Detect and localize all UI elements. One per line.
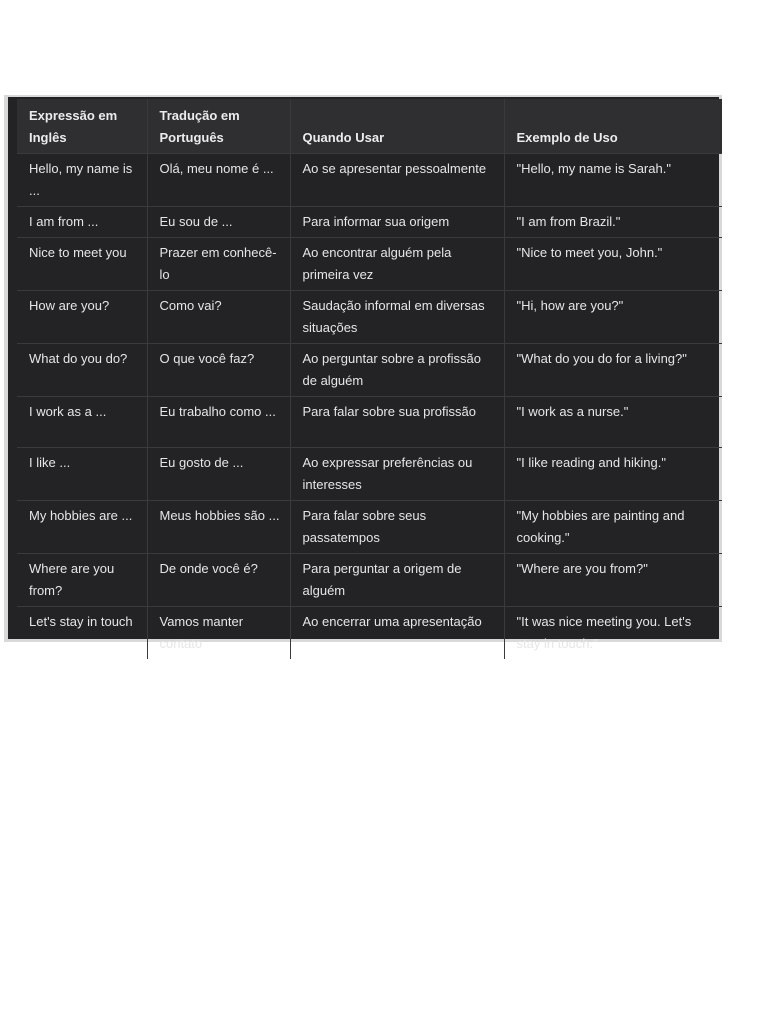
cell-english: How are you?: [17, 291, 147, 344]
cell-example: "It was nice meeting you. Let's stay in touch.": [504, 607, 722, 660]
table-row: [17, 291, 722, 344]
table-row: [17, 607, 722, 660]
cell-when: Para falar sobre seus passatempos: [290, 501, 504, 554]
cell-example: "Hi, how are you?": [504, 291, 722, 344]
cell-english: Let's stay in touch: [17, 607, 147, 660]
cell-portuguese: Eu trabalho como ...: [147, 397, 290, 448]
cell-example: "I am from Brazil.": [504, 207, 722, 238]
cell-example: "I work as a nurse.": [504, 397, 722, 448]
cell-example: "Nice to meet you, John.": [504, 238, 722, 291]
cell-portuguese: De onde você é?: [147, 554, 290, 607]
cell-english: Where are you from?: [17, 554, 147, 607]
cell-when: Ao perguntar sobre a profissão de alguém: [290, 344, 504, 397]
cell-portuguese: Eu sou de ...: [147, 207, 290, 238]
table-row: [17, 344, 722, 397]
cell-portuguese: Vamos manter contato: [147, 607, 290, 660]
cell-example: "Hello, my name is Sarah.": [504, 154, 722, 207]
table-row: [17, 501, 722, 554]
table-frame: [4, 95, 722, 651]
table-container: [8, 97, 719, 651]
header-when-to-use: Quando Usar: [290, 99, 504, 154]
table-row: [17, 554, 722, 607]
cell-example: "What do you do for a living?": [504, 344, 722, 397]
cell-portuguese: Prazer em conhecê-lo: [147, 238, 290, 291]
cell-when: Para informar sua origem: [290, 207, 504, 238]
cell-when: Para perguntar a origem de alguém: [290, 554, 504, 607]
cell-english: Nice to meet you: [17, 238, 147, 291]
cell-when: Ao se apresentar pessoalmente: [290, 154, 504, 207]
cell-english: I am from ...: [17, 207, 147, 238]
header-portuguese-translation: Tradução em Português: [147, 99, 290, 154]
table-row: [17, 207, 722, 238]
cell-example: "My hobbies are painting and cooking.": [504, 501, 722, 554]
cell-when: Ao encontrar alguém pela primeira vez: [290, 238, 504, 291]
cell-english: My hobbies are ...: [17, 501, 147, 554]
table-row: [17, 238, 722, 291]
header-usage-example: Exemplo de Uso: [504, 99, 722, 154]
cell-english: I work as a ...: [17, 397, 147, 448]
header-english-expression: Expressão em Inglês: [17, 99, 147, 154]
cell-portuguese: Olá, meu nome é ...: [147, 154, 290, 207]
cell-portuguese: Eu gosto de ...: [147, 448, 290, 501]
cell-when: Saudação informal em diversas situações: [290, 291, 504, 344]
table-row: [17, 154, 722, 207]
cell-english: I like ...: [17, 448, 147, 501]
cell-portuguese: O que você faz?: [147, 344, 290, 397]
cell-portuguese: Meus hobbies são ...: [147, 501, 290, 554]
table-header-row: [17, 99, 722, 154]
phrases-table: [17, 99, 722, 659]
cell-example: "I like reading and hiking.": [504, 448, 722, 501]
table-row: [17, 448, 722, 501]
cell-example: "Where are you from?": [504, 554, 722, 607]
cell-portuguese: Como vai?: [147, 291, 290, 344]
table-row: [17, 397, 722, 448]
cell-english: What do you do?: [17, 344, 147, 397]
cell-when: Ao expressar preferências ou interesses: [290, 448, 504, 501]
cell-english: Hello, my name is ...: [17, 154, 147, 207]
cell-when: Ao encerrar uma apresentação: [290, 607, 504, 660]
cell-when: Para falar sobre sua profissão: [290, 397, 504, 448]
